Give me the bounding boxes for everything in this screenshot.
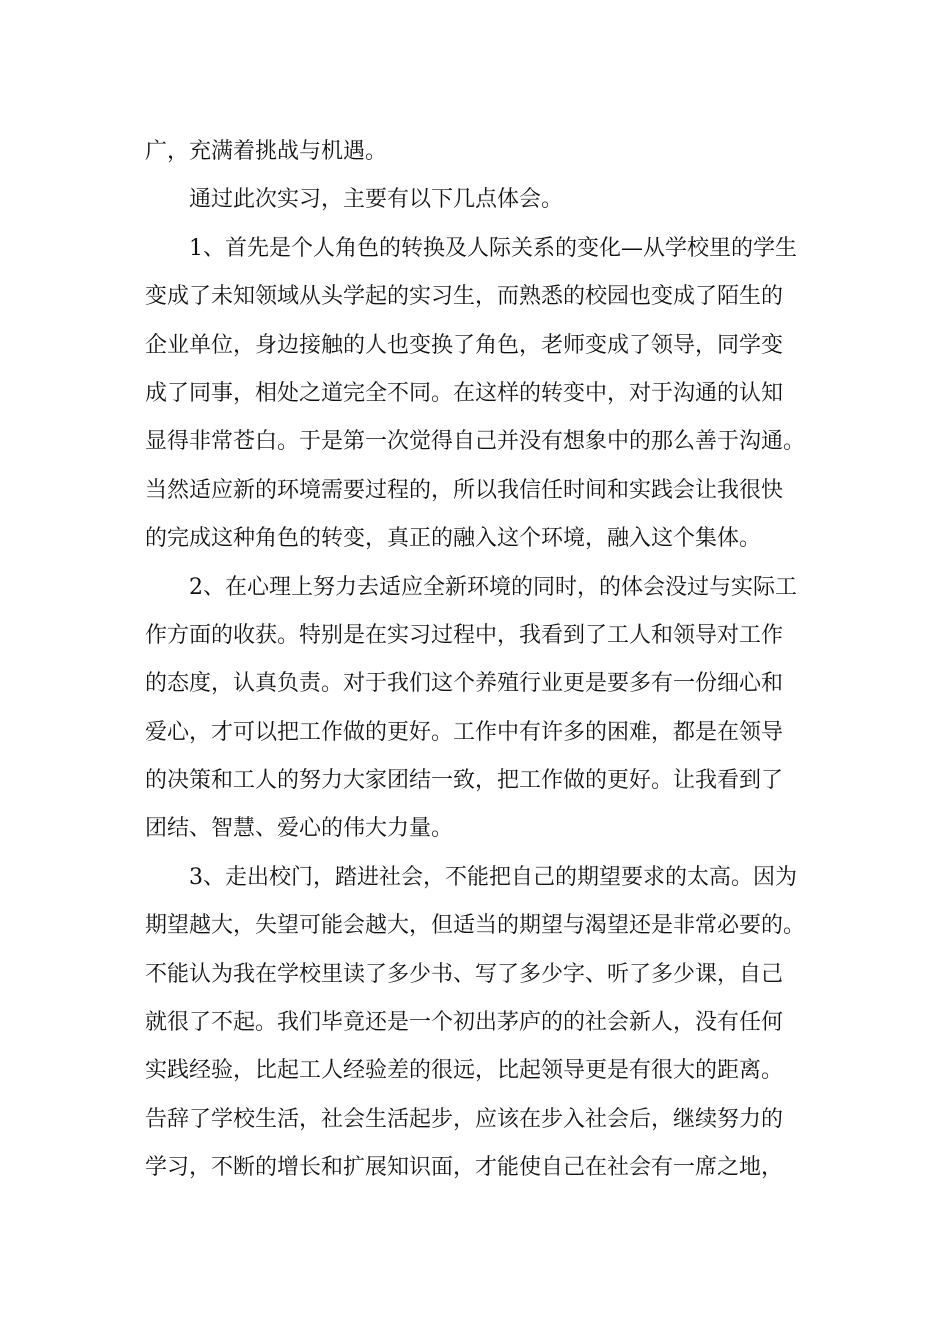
text-line: 团结、智慧、爱心的伟大力量。 [145, 816, 454, 842]
text-line: 爱心，才可以把工作做的更好。工作中有许多的困难，都是在领导 [145, 719, 784, 745]
text-line: 的决策和工人的努力大家团结一致，把工作做的更好。让我看到了 [145, 768, 784, 794]
paragraph-2-start: 2、在心理上努力去适应全新环境的同时，的体会没过与实际工 [189, 574, 797, 600]
text-line: 企业单位，身边接触的人也变换了角色，老师变成了领导，同学变 [145, 332, 784, 358]
text-line: 学习，不断的增长和扩展知识面，才能使自己在社会有一席之地， [145, 1155, 784, 1181]
text-line: 变成了未知领域从头学起的实习生，而熟悉的校园也变成了陌生的 [145, 284, 784, 310]
paragraph-3-start: 3、走出校门，踏进社会，不能把自己的期望要求的太高。因为 [189, 864, 797, 890]
text-line: 显得非常苍白。于是第一次觉得自己并没有想象中的那么善于沟通。 [145, 429, 806, 455]
paragraph-intro: 通过此次实习，主要有以下几点体会。 [189, 187, 564, 213]
text-line: 的完成这种角色的转变，真正的融入这个环境，融入这个集体。 [145, 526, 762, 552]
text-line: 实践经验，比起工人经验差的很远，比起领导更是有很大的距离。 [145, 1058, 784, 1084]
text-line: 期望越大，失望可能会越大，但适当的期望与渴望还是非常必要的。 [145, 913, 806, 939]
text-line: 就很了不起。我们毕竟还是一个初出茅庐的的社会新人，没有任何 [145, 1010, 784, 1036]
text-line: 成了同事，相处之道完全不同。在这样的转变中，对于沟通的认知 [145, 380, 784, 406]
text-line: 的态度，认真负责。对于我们这个养殖行业更是要多有一份细心和 [145, 671, 784, 697]
paragraph-1-start: 1、首先是个人角色的转换及人际关系的变化—从学校里的学生 [189, 235, 797, 261]
text-line: 当然适应新的环境需要过程的，所以我信任时间和实践会让我很快 [145, 477, 784, 503]
document-body [145, 128, 825, 1193]
text-line: 告辞了学校生活，社会生活起步，应该在步入社会后，继续努力的 [145, 1106, 784, 1132]
text-line: 广，充满着挑战与机遇。 [145, 139, 388, 164]
text-line: 作方面的收获。特别是在实习过程中，我看到了工人和领导对工作 [145, 622, 784, 648]
text-line: 不能认为我在学校里读了多少书、写了多少字、听了多少课，自己 [145, 961, 784, 987]
